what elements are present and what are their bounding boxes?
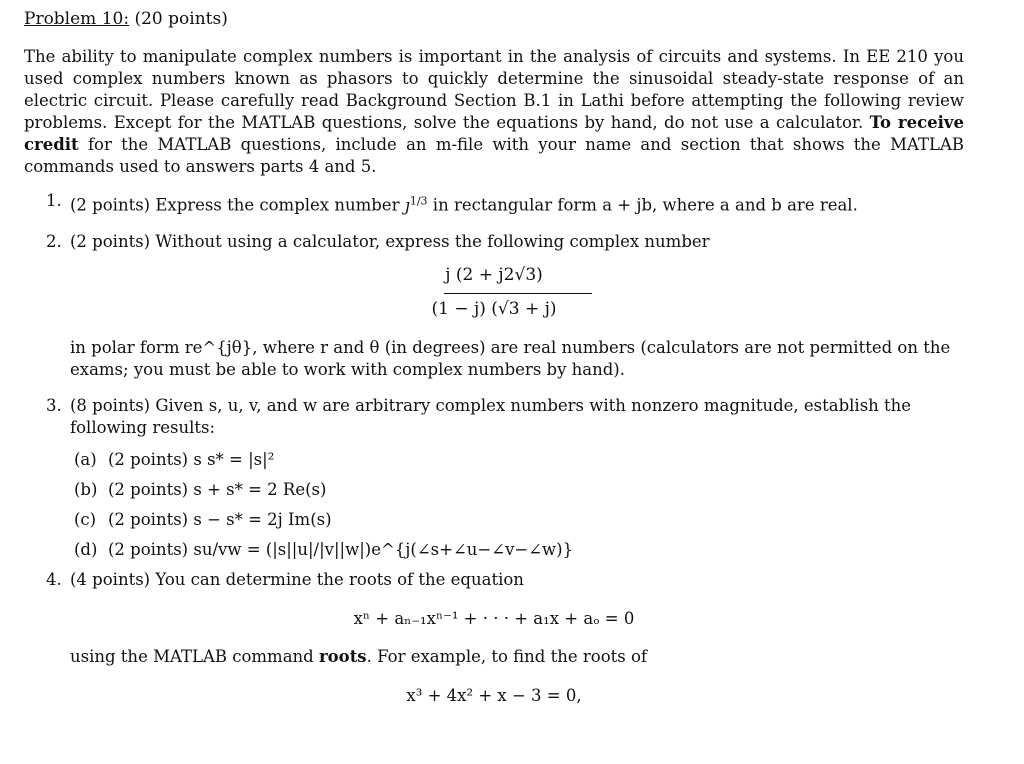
subitem-b-text: (2 points) s + s* = 2 Re(s): [108, 479, 327, 499]
subitem-b-label: (b): [74, 479, 98, 499]
item-4-equation: xⁿ + aₙ₋₁xⁿ⁻¹ + · · · + a₁x + aₒ = 0: [353, 608, 635, 628]
item-4-mid-bold: roots: [318, 646, 367, 666]
item-3-subitems: [24, 449, 964, 561]
subitem-c-label: (c): [74, 509, 97, 529]
item-3: [24, 395, 964, 439]
subitem-a: [76, 449, 964, 471]
item-4-text: (4 points) You can determine the roots of the equation: [70, 569, 524, 589]
item-2-number: 2.: [46, 231, 62, 251]
item-1-text-after: in rectangular form a + jb, where a and b are real.: [432, 195, 858, 215]
item-4-number: 4.: [46, 569, 62, 589]
fraction-denominator: (1 − j) (√3 + j): [431, 298, 557, 319]
intro-text-1: The ability to manipulate complex numbers is important in the analysis of circuits and systems. In EE 210 you used complex numbers known as phasors to quickly determine the sinusoidal steady-state response of an electric circuit. Please carefully read Background Section B.1 in Lathi before attempting the following review problems. Except for the MATLAB questions, solve the equations by hand, do not use a calculator.: [24, 47, 964, 132]
subitem-d-text: (2 points) su/vw = (|s||u|/|v||w|)e^{j(∠s+∠u−∠v−∠w)}: [108, 539, 574, 559]
problem-page: [24, 8, 964, 705]
item-4-equation-2: x³ + 4x² + x − 3 = 0,: [406, 685, 582, 705]
item-4-mid-after: . For example, to find the roots of: [366, 646, 648, 666]
item-1-math: $ȷ^{1/3}$: [404, 194, 428, 215]
problem-heading: [24, 8, 964, 30]
item-1: [24, 190, 964, 217]
problem-label: Problem 10:: [24, 9, 130, 29]
item-4: [24, 569, 964, 591]
subitem-d-label: (d): [74, 539, 98, 559]
fraction-numerator: j (2 + j2√3): [445, 264, 543, 285]
item-4-mid-before: using the MATLAB command: [70, 646, 314, 666]
subitem-d: [76, 539, 964, 561]
item-3-text: (8 points) Given s, u, v, and w are arbitrary complex numbers with nonzero magnitude, establish the following results:: [70, 395, 912, 437]
item-2-continuation: [24, 337, 964, 381]
problem-points: (20 points): [134, 9, 228, 29]
intro-text-2: for the MATLAB questions, include an m-file with your name and section that shows the MATLAB commands used to answers parts 4 and 5.: [24, 135, 964, 176]
item-1-number: 1.: [46, 191, 62, 210]
fraction-bar: [444, 293, 592, 294]
subitem-b: [76, 479, 964, 501]
subitem-c: [76, 509, 964, 531]
intro-paragraph: [24, 46, 964, 178]
item-4-continuation: [24, 646, 964, 668]
subitem-a-text: (2 points) s s* = |s|²: [108, 449, 275, 469]
intro-bold: To receive credit: [24, 113, 965, 154]
item-1-text-before: (2 points) Express the complex number: [70, 195, 400, 215]
subitem-c-text: (2 points) s − s* = 2j Im(s): [108, 509, 332, 529]
item-2: [24, 231, 964, 253]
item-2-fraction: [24, 261, 964, 333]
item-2-text: (2 points) Without using a calculator, express the following complex number: [70, 231, 710, 251]
item-2-text-after: in polar form re^{jθ}, where r and θ (in degrees) are real numbers (calculators are not permitted on the exams; you must be able to work with complex numbers by hand).: [70, 337, 951, 379]
item-3-number: 3.: [46, 395, 62, 415]
subitem-a-label: (a): [74, 449, 97, 469]
